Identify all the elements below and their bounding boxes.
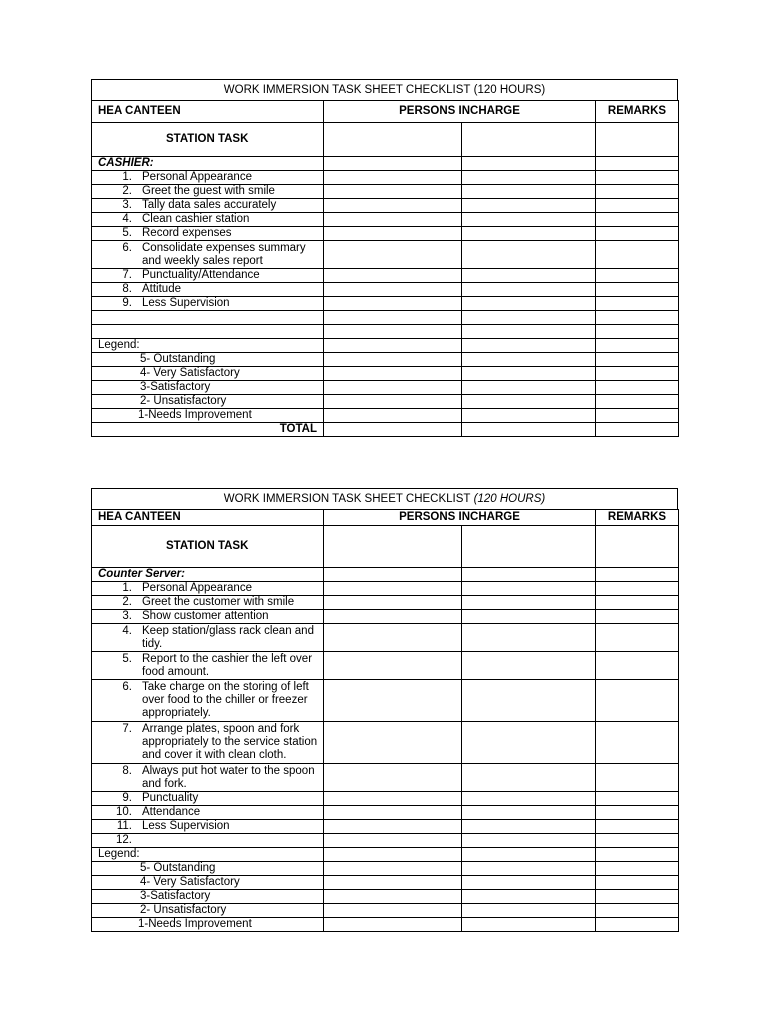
cell[interactable] <box>324 918 462 932</box>
cell[interactable] <box>462 624 596 652</box>
sheet-title-hours: (120 HOURS) <box>473 84 546 96</box>
task-cell <box>92 283 324 297</box>
task-cell <box>92 596 324 610</box>
cell[interactable] <box>462 311 596 325</box>
task-text: appropriately. <box>142 707 211 719</box>
cell[interactable] <box>462 526 596 568</box>
cell[interactable] <box>462 820 596 834</box>
cell[interactable] <box>324 241 462 269</box>
cell[interactable] <box>596 862 679 876</box>
task-text: Attitude <box>142 283 181 295</box>
cell[interactable] <box>324 123 462 157</box>
cell[interactable] <box>596 353 679 367</box>
cell[interactable] <box>596 157 679 171</box>
task-text: Less Supervision <box>142 297 230 309</box>
cell[interactable] <box>462 582 596 596</box>
cell[interactable] <box>596 806 679 820</box>
legend-item: 3-Satisfactory <box>92 890 324 904</box>
cell[interactable] <box>596 241 679 269</box>
task-text: Punctuality/Attendance <box>142 269 260 281</box>
cell[interactable] <box>596 297 679 311</box>
cell[interactable] <box>462 325 596 339</box>
cell[interactable] <box>462 409 596 423</box>
task-text: Greet the guest with smile <box>142 185 275 197</box>
cell[interactable] <box>324 367 462 381</box>
task-number: 6. <box>122 241 132 254</box>
task-number: 4. <box>122 213 132 225</box>
cell[interactable] <box>596 876 679 890</box>
cell[interactable] <box>324 862 462 876</box>
cell[interactable] <box>596 792 679 806</box>
task-text: Greet the customer with smile <box>142 596 295 608</box>
cell[interactable] <box>596 890 679 904</box>
section-label: Counter Server: <box>92 568 324 582</box>
task-cell <box>92 213 324 227</box>
legend-item: 4- Very Satisfactory <box>92 876 324 890</box>
cell[interactable] <box>324 381 462 395</box>
task-text: Take charge on the storing of left <box>142 681 309 693</box>
cell[interactable] <box>324 610 462 624</box>
cell[interactable] <box>324 171 462 185</box>
task-text: Report to the cashier the left over <box>142 652 313 665</box>
task-text: Personal Appearance <box>142 171 252 183</box>
cell[interactable] <box>324 339 462 353</box>
cell[interactable] <box>596 123 679 157</box>
sheet-title <box>91 488 678 510</box>
task-number: 8. <box>122 283 132 295</box>
cell[interactable] <box>596 582 679 596</box>
task-number: 2. <box>122 185 132 197</box>
cell[interactable] <box>596 339 679 353</box>
task-text: Keep station/glass rack clean and <box>142 624 314 637</box>
cell[interactable] <box>596 269 679 283</box>
cell[interactable] <box>462 862 596 876</box>
cell[interactable] <box>462 680 596 722</box>
task-cell <box>92 227 324 241</box>
cell[interactable] <box>596 199 679 213</box>
task-number: 12. <box>116 834 132 846</box>
task-cell <box>92 680 324 722</box>
cell[interactable] <box>596 367 679 381</box>
cell[interactable] <box>324 568 462 582</box>
sheet-title-main: WORK IMMERSION TASK SHEET CHECKLIST <box>223 493 471 505</box>
cell[interactable] <box>462 381 596 395</box>
total-cell[interactable] <box>462 423 596 437</box>
col-header-canteen: HEA CANTEEN <box>92 510 324 526</box>
legend-item: 3-Satisfactory <box>92 381 324 395</box>
cell[interactable] <box>596 325 679 339</box>
cell[interactable] <box>324 283 462 297</box>
station-task-label: STATION TASK <box>92 526 324 568</box>
cell[interactable] <box>462 904 596 918</box>
task-number: 6. <box>122 681 132 693</box>
cell[interactable] <box>596 624 679 652</box>
cell[interactable] <box>462 918 596 932</box>
cell[interactable] <box>324 409 462 423</box>
cell[interactable] <box>462 568 596 582</box>
task-text: and fork. <box>142 777 187 790</box>
cell[interactable] <box>596 171 679 185</box>
task-cell <box>92 297 324 311</box>
task-table <box>91 509 679 932</box>
cell[interactable] <box>462 157 596 171</box>
legend-item: 4- Very Satisfactory <box>92 367 324 381</box>
task-text: tidy. <box>142 637 163 650</box>
cell[interactable] <box>324 526 462 568</box>
cell[interactable] <box>462 339 596 353</box>
task-text: Personal Appearance <box>142 582 252 594</box>
task-text: Tally data sales accurately <box>142 199 277 211</box>
cell[interactable] <box>324 213 462 227</box>
task-text: over food to the chiller or freezer <box>142 694 308 706</box>
task-number: 11. <box>116 820 132 832</box>
task-text: Arrange plates, spoon and fork <box>142 723 300 735</box>
cell[interactable] <box>462 227 596 241</box>
cell[interactable] <box>324 185 462 199</box>
cell[interactable] <box>324 157 462 171</box>
task-number: 4. <box>122 624 132 637</box>
cell[interactable] <box>324 652 462 680</box>
task-text: Clean cashier station <box>142 213 250 225</box>
cell[interactable] <box>596 395 679 409</box>
legend-item: 1-Needs Improvement <box>92 409 324 423</box>
cell[interactable] <box>596 596 679 610</box>
task-cell <box>92 722 324 764</box>
sheet-title-hours: (120 HOURS) <box>473 493 546 505</box>
cell[interactable] <box>462 367 596 381</box>
legend-item: 5- Outstanding <box>92 353 324 367</box>
cell[interactable] <box>324 848 462 862</box>
task-cell <box>92 792 324 806</box>
cell[interactable] <box>596 820 679 834</box>
task-text: and weekly sales report <box>142 254 263 267</box>
cell[interactable] <box>462 123 596 157</box>
cell[interactable] <box>462 241 596 269</box>
cell[interactable] <box>324 395 462 409</box>
cell[interactable] <box>462 199 596 213</box>
cell[interactable] <box>596 311 679 325</box>
cell[interactable] <box>462 213 596 227</box>
task-cell <box>92 269 324 283</box>
cell[interactable] <box>324 764 462 792</box>
task-number: 8. <box>122 764 132 777</box>
cell[interactable] <box>324 876 462 890</box>
empty-row <box>92 325 324 339</box>
cell[interactable] <box>324 353 462 367</box>
cell[interactable] <box>596 409 679 423</box>
cell[interactable] <box>462 722 596 764</box>
task-cell <box>92 806 324 820</box>
task-cell <box>92 652 324 680</box>
task-cell <box>92 171 324 185</box>
cell[interactable] <box>462 283 596 297</box>
cell[interactable] <box>324 820 462 834</box>
task-number: 5. <box>122 652 132 665</box>
cell[interactable] <box>462 890 596 904</box>
task-cell <box>92 624 324 652</box>
col-header-remarks: REMARKS <box>596 101 679 123</box>
task-number: 9. <box>122 297 132 309</box>
cell[interactable] <box>462 269 596 283</box>
cell[interactable] <box>462 848 596 862</box>
cell[interactable] <box>596 834 679 848</box>
task-cell <box>92 241 324 269</box>
cell[interactable] <box>324 806 462 820</box>
task-cell <box>92 199 324 213</box>
cell[interactable] <box>462 297 596 311</box>
cell[interactable] <box>324 904 462 918</box>
cell[interactable] <box>596 526 679 568</box>
cell[interactable] <box>462 171 596 185</box>
cell[interactable] <box>596 680 679 722</box>
task-table <box>91 100 679 437</box>
legend-label: Legend: <box>92 848 324 862</box>
cell[interactable] <box>462 596 596 610</box>
cell[interactable] <box>324 680 462 722</box>
cell[interactable] <box>596 722 679 764</box>
cell[interactable] <box>324 311 462 325</box>
total-label: TOTAL <box>92 423 324 437</box>
legend-item: 5- Outstanding <box>92 862 324 876</box>
task-number: 1. <box>122 582 132 594</box>
col-header-canteen: HEA CANTEEN <box>92 101 324 123</box>
col-header-persons: PERSONS INCHARGE <box>324 101 596 123</box>
cell[interactable] <box>462 652 596 680</box>
cell[interactable] <box>324 325 462 339</box>
sheet-title <box>91 79 678 101</box>
task-number: 9. <box>122 792 132 804</box>
cell[interactable] <box>596 568 679 582</box>
cell[interactable] <box>596 185 679 199</box>
task-text: Punctuality <box>142 792 199 804</box>
task-cell <box>92 610 324 624</box>
cell[interactable] <box>596 652 679 680</box>
cell[interactable] <box>596 227 679 241</box>
cell[interactable] <box>462 353 596 367</box>
cell[interactable] <box>462 806 596 820</box>
cell[interactable] <box>324 834 462 848</box>
cell[interactable] <box>462 792 596 806</box>
cell[interactable] <box>324 227 462 241</box>
cell[interactable] <box>596 848 679 862</box>
task-text: Record expenses <box>142 227 232 239</box>
task-number: 3. <box>122 199 132 211</box>
task-cell <box>92 764 324 792</box>
task-number: 2. <box>122 596 132 608</box>
total-cell[interactable] <box>596 423 679 437</box>
cell[interactable] <box>462 610 596 624</box>
cell[interactable] <box>462 395 596 409</box>
col-header-persons: PERSONS INCHARGE <box>324 510 596 526</box>
task-text <box>142 834 323 847</box>
legend-label: Legend: <box>92 339 324 353</box>
legend-item: 2- Unsatisfactory <box>92 904 324 918</box>
task-text: Always put hot water to the spoon <box>142 764 315 777</box>
task-number: 7. <box>122 269 132 281</box>
task-text: Attendance <box>142 806 201 818</box>
cell[interactable] <box>596 918 679 932</box>
cell[interactable] <box>324 199 462 213</box>
cell[interactable] <box>596 610 679 624</box>
legend-item: 1-Needs Improvement <box>92 918 324 932</box>
cell[interactable] <box>462 834 596 848</box>
task-cell <box>92 834 324 848</box>
task-text: Less Supervision <box>142 820 230 832</box>
cell[interactable] <box>462 876 596 890</box>
cell[interactable] <box>324 269 462 283</box>
cell[interactable] <box>596 764 679 792</box>
col-header-remarks: REMARKS <box>596 510 679 526</box>
sheet-title-main: WORK IMMERSION TASK SHEET CHECKLIST <box>223 84 471 96</box>
task-text: Show customer attention <box>142 610 269 622</box>
task-cell <box>92 582 324 596</box>
cell[interactable] <box>596 213 679 227</box>
total-cell[interactable] <box>324 423 462 437</box>
section-label: CASHIER: <box>92 157 324 171</box>
cell[interactable] <box>462 764 596 792</box>
cell[interactable] <box>324 722 462 764</box>
legend-item: 2- Unsatisfactory <box>92 395 324 409</box>
task-text: food amount. <box>142 665 210 678</box>
cell[interactable] <box>324 596 462 610</box>
task-text: Consolidate expenses summary <box>142 241 306 254</box>
task-cell <box>92 820 324 834</box>
empty-row <box>92 311 324 325</box>
cell[interactable] <box>324 792 462 806</box>
cell[interactable] <box>596 283 679 297</box>
task-text: and cover it with clean cloth. <box>142 749 287 761</box>
station-task-label: STATION TASK <box>92 123 324 157</box>
cell[interactable] <box>324 582 462 596</box>
cell[interactable] <box>596 381 679 395</box>
task-number: 10. <box>116 806 132 818</box>
cell[interactable] <box>324 624 462 652</box>
task-number: 1. <box>122 171 132 183</box>
cell[interactable] <box>596 904 679 918</box>
task-cell <box>92 185 324 199</box>
cell[interactable] <box>324 890 462 904</box>
cell[interactable] <box>462 185 596 199</box>
task-text: appropriately to the service station <box>142 736 318 748</box>
task-number: 3. <box>122 610 132 622</box>
task-number: 5. <box>122 227 132 239</box>
cell[interactable] <box>324 297 462 311</box>
task-number: 7. <box>122 723 132 735</box>
